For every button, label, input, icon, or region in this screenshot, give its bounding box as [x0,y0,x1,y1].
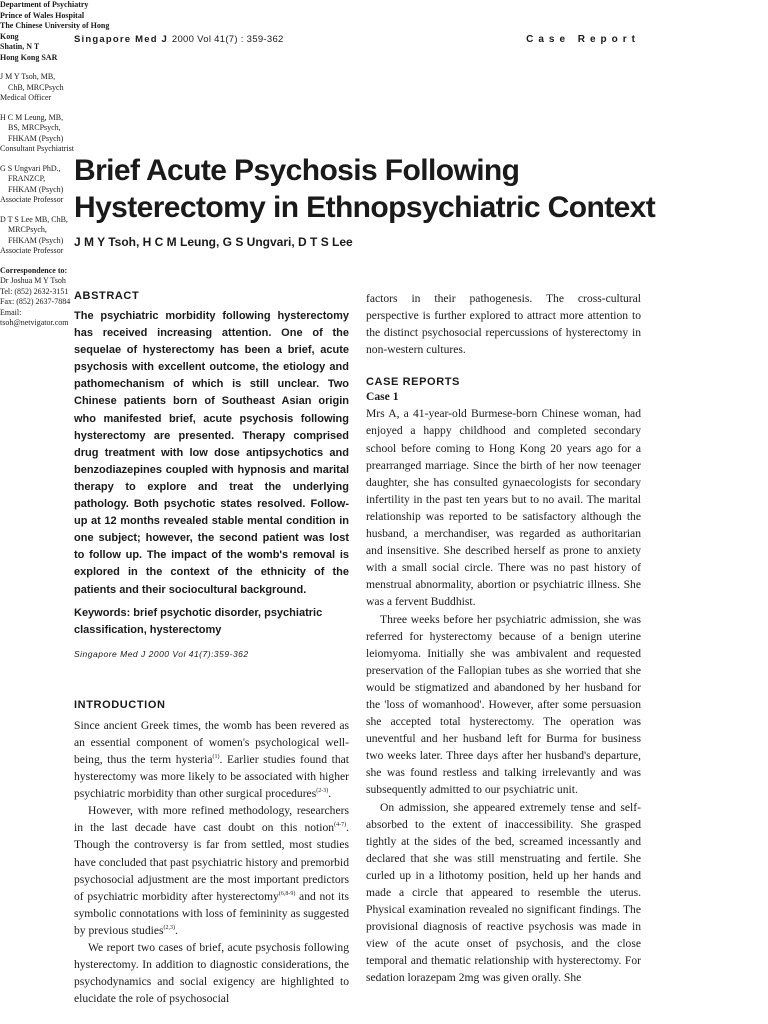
introduction-paragraph-2: However, with more refined methodology, researchers in the last decade have cast doubt on this notion$^{(4-7)}$. Though the controversy is far from settled, most studies have concluded that past psychiatric history and premorbid psychosocial adjustment are the most important predictors of psychiatric morbidity after hysterectomy$^{(6,8-9)}$ and not its symbolic connotations with loss of femininity as suggested by previous studies$^{(2,3)}$. [74,804,349,937]
left-column [74,290,349,1007]
middle-column [366,290,641,987]
case-1-paragraph-2: Three weeks before her psychiatric admission, she was referred for hysterectomy because of a benign uterine leiomyoma. Initially she was ambivalent and requested preservation of the Fallopian tubes as she worried that she would be stigmatized and abandoned by her husband for the 'loss of womanhood'. However, after some persuasion she accepted total hysterectomy. The operation was uneventful and her husband left for Burma for business two weeks later. Three days after her husband's departure, she was found restless and talking irrelevantly and was subsequently admitted to our psychiatric unit. [366,612,641,797]
running-head-journal: Singapore Med J 2000 Vol 41(7) : 359-362 [74,34,284,45]
article-authors: J M Y Tsoh, H C M Leung, G S Ungvari, D T S Lee [74,235,353,249]
author-credit: D T S Lee MB, ChB, MRCPsych, FHKAM (Psych) Associate Professor [0,214,68,255]
running-head-section: Case Report [526,34,640,45]
case-1-paragraph-3: On admission, she appeared extremely tense and self-absorbed to the extent of inaccessibility. She grasped tightly at the sides of the bed, screamed incessantly and declared that she was still menstruating and fertile. She curled up in a lithotomy position, held up her hands and made a circle that appeared to resemble the uterus. Physical examination revealed no significant findings. The provisional diagnosis of reactive psychosis was made in view of the acute onset of psychosis, and the close temporal and thematic relationship with hysterectomy. For sedation lorazepam 2mg was given orally. She [366,800,641,985]
continuation-paragraph: factors in their pathogenesis. The cross-cultural perspective is further explored to attract more attention to the distinct psychosocial repercussions of hysterectomy in non-western cultures. [366,292,641,357]
affiliation-block: Department of Psychiatry Prince of Wales Hospital The Chinese University of Hong Kong Shatin, N T Hong Kong SAR [0,0,110,62]
reference-marker: (6,8-9) [278,890,296,897]
abstract-heading: ABSTRACT [74,290,140,302]
reference-marker: (1) [212,754,220,761]
article-title: Brief Acute Psychosis Following Hysterectomy in Ethnopsychiatric Context [74,154,656,224]
citation-line: Singapore Med J 2000 Vol 41(7):359-362 [74,648,249,659]
author-credit: J M Y Tsoh, MB, ChB, MRCPsych Medical Officer [0,72,64,102]
case-reports-heading: CASE REPORTS [366,376,460,389]
introduction-paragraph-3: We report two cases of brief, acute psychosis following hysterectomy. In addition to diagnostic considerations, the psychodynamics and social exigency are highlighted to elucidate the role of psychosocial [74,941,349,1006]
author-credit: G S Ungvari PhD., FRANZCP, FHKAM (Psych) Associate Professor [0,163,64,204]
email-link[interactable]: tsoh@netvigator.com [0,318,69,327]
reference-marker: (4-7) [334,822,347,829]
introduction-heading: INTRODUCTION [74,698,166,711]
case-1-heading: Case 1 [366,390,399,404]
correspondence-block: Correspondence to: Dr Joshua M Y Tsoh Tel: (852) 2632-3151 Fax: (852) 2637-7884 Email: tsoh@netvigator.com [0,266,110,329]
abstract-text: The psychiatric morbidity following hysterectomy has received increasing attention. One of the sequelae of hysterectomy has been a brief, acute psychosis with excellent outcome, the etiology and pathomechanism of which is still unclear. Two Chinese patients born of Southeast Asian origin who manifested brief, acute psychosis following hysterectomy are presented. Therapy comprised drug treatment with low dose antipsychotics and benzodiazepines coupled with hypnosis and marital therapy to explore and treat the underlying pathology. Both psychotic states resolved. Follow-up at 12 months revealed stable mental condition in one subject; however, the second patient was lost to follow up. The impact of the womb's removal is explored in the context of the ethnicity of the patients and their sociocultural background. [74,310,349,596]
keywords: Keywords: brief psychotic disorder, psychiatric classification, hysterectomy [74,606,323,636]
introduction-paragraph-1: Since ancient Greek times, the womb has been revered as an essential component of women's psychological well-being, thus the term hysteria$^{(1)}$. Earlier studies found that hysterectomy was more likely to be associated with higher psychiatric morbidity than other surgical procedures$^{(2-3)}$. [74,718,350,801]
reference-marker: (2-3) [316,788,329,795]
reference-marker: (2,3) [163,925,176,932]
author-credit: H C M Leung, MB, BS, MRCPsych, FHKAM (Psych) Consultant Psychiatrist [0,112,74,153]
case-1-paragraph-1: Mrs A, a 41-year-old Burmese-born Chinese woman, had enjoyed a happy childhood and completed secondary school before coming to Hong Kong 20 years ago for a prearranged marriage. Since the birth of her now teenager daughter, she has consulted gynaecologists for secondary infertility in the past ten years but to no avail. The marital relationship was reported to be satisfactory although the husband, a merchandiser, was regarded as authoritarian and insensitive. She described herself as prone to anxiety with a small social circle. There was no past history of menstrual abnormality, abortion or psychiatric illness. She was a fervent Buddhist. [366,407,641,609]
